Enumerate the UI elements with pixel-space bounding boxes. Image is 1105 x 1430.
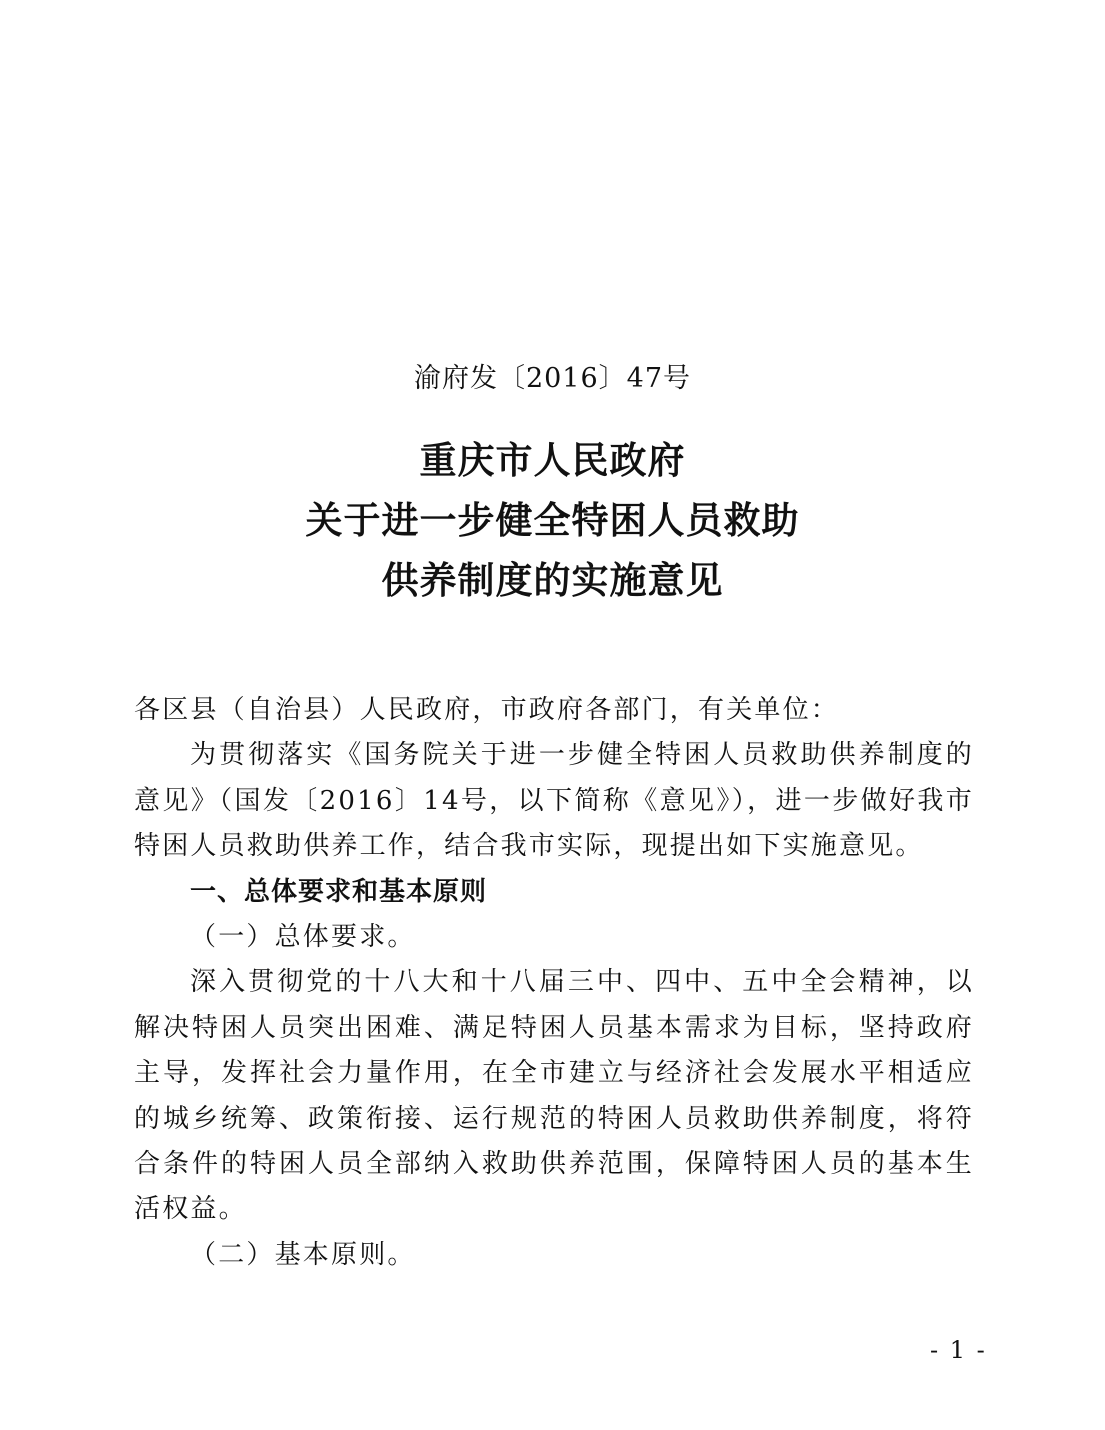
title-line-3: 供养制度的实施意见	[381, 558, 724, 602]
page-number: - 1 -	[930, 1336, 987, 1364]
addressee: 各区县（自治县）人民政府，市政府各部门，有关单位：	[134, 695, 840, 725]
document-title	[0, 430, 1105, 610]
subsection-heading-1: （一）总体要求。	[190, 922, 416, 953]
intro-paragraph: 为贯彻落实《国务院关于进一步健全特困人员救助供养制度的意见》（国发〔2016〕14号，以下简称《意见》），进一步做好我市特困人员救助供养工作，结合我市实际，现提出如下实施意见。	[134, 740, 974, 862]
document-body	[134, 688, 974, 1278]
document-number: 渝府发〔2016〕47号	[413, 363, 692, 394]
subsection-heading-2: （二）基本原则。	[190, 1239, 416, 1270]
subsection-body-1: 深入贯彻党的十八大和十八届三中、四中、五中全会精神，以解决特困人员突出困难、满足特困人员基本需求为目标，坚持政府主导，发挥社会力量作用，在全市建立与经济社会发展水平相适应的城乡统筹、政策衔接、运行规范的特困人员救助供养制度，将符合条件的特困人员全部纳入救助供养范围，保障特困人员的基本生活权益。	[134, 967, 974, 1225]
title-line-1: 重庆市人民政府	[419, 438, 686, 482]
section-heading-1: 一、总体要求和基本原则	[190, 876, 488, 907]
title-line-2: 关于进一步健全特困人员救助	[305, 498, 800, 542]
